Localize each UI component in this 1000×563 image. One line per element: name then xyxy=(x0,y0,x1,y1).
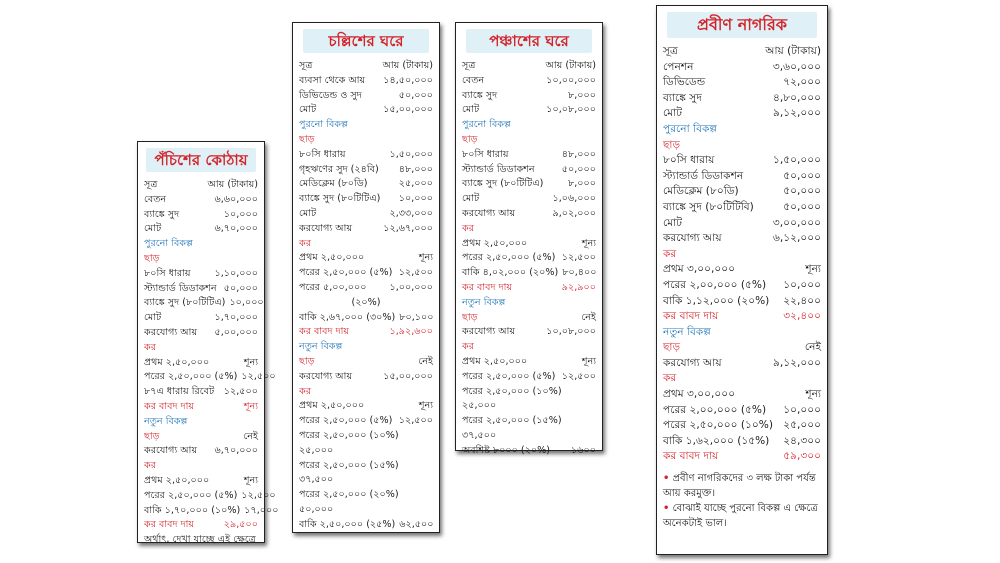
row-value: শূন্য xyxy=(243,356,258,368)
row-label: বেতন xyxy=(462,74,485,86)
tax-liability-row xyxy=(663,309,821,325)
tax-liability-row xyxy=(663,449,821,465)
table-row xyxy=(663,294,821,310)
row-value: ১২,৫০০ xyxy=(398,267,433,279)
row-value: ৯২,৯০০ xyxy=(561,281,596,293)
table-row xyxy=(462,192,596,207)
row-label: প্রথম ২,৫০,০০০ xyxy=(299,400,365,412)
text-line: ৫০,০০০ xyxy=(299,503,334,515)
row-value: শূন্য xyxy=(418,400,433,412)
row-label: ব্যবসা থেকে আয় xyxy=(299,74,366,86)
table-row xyxy=(462,266,596,281)
row-value: ২৫,০০০ xyxy=(783,419,821,432)
row-value: ৫০,০০০ xyxy=(398,89,433,101)
subsection-heading: কর xyxy=(462,222,474,234)
table-row xyxy=(144,267,258,282)
row-label: ডিভিডেন্ড xyxy=(663,76,706,89)
row-value: ১২,৫০০ xyxy=(561,370,596,382)
row-label: বাকি ২,৫০,০০০ (২৫%) xyxy=(299,518,396,530)
row-label: পরের ২,৫০,০০০ (১০%) xyxy=(663,419,773,432)
row-value: ৫৯,৩০০ xyxy=(783,450,821,463)
row-value: শূন্য xyxy=(581,237,596,249)
tax-liability-row xyxy=(299,325,433,340)
table-row xyxy=(144,282,258,297)
card-senior-citizen xyxy=(656,5,828,555)
table-row xyxy=(663,340,821,356)
card-fifties xyxy=(455,22,603,456)
row-value: নেই xyxy=(418,355,433,367)
table-row xyxy=(299,518,433,533)
table-row xyxy=(299,459,433,474)
table-row xyxy=(144,356,258,371)
row-label: সূত্র xyxy=(462,60,476,71)
table-row xyxy=(144,193,258,208)
row-label: করযোগ্য আয় xyxy=(462,326,516,338)
row-label: ব্যাঙ্কে সুদ (৮০টিটিএ) xyxy=(144,297,226,309)
text-line: ২৫,০০০ xyxy=(299,444,334,456)
text-line: (২০%) xyxy=(351,296,381,308)
row-value: ১৫,০০,০০০ xyxy=(383,104,433,116)
row-label: বেতন xyxy=(144,193,167,205)
row-label: সূত্র xyxy=(144,179,158,190)
table-row xyxy=(144,504,279,519)
tax-liability-row xyxy=(462,281,596,296)
table-row xyxy=(462,355,596,370)
table-row xyxy=(462,177,596,192)
row-value: ৩,০০,০০০ xyxy=(772,216,821,229)
row-label: পরের ২,৫০,০০০ (৫%) xyxy=(462,252,556,264)
row-value: ১০,০০,০০০ xyxy=(546,74,596,86)
row-value: ৫০,০০০ xyxy=(783,200,821,213)
table-row xyxy=(663,153,821,169)
row-label: পরের ২,৫০,০০০ (৫%) xyxy=(144,489,238,501)
row-value: ৪,৮০,০০০ xyxy=(772,91,821,104)
row-label: পরের ২,৫০,০০০ (১০%) xyxy=(462,385,562,397)
table-row xyxy=(144,178,258,193)
tax-liability-row xyxy=(144,400,258,415)
row-value: ১০,০০০ xyxy=(783,278,821,291)
table-row xyxy=(299,414,433,429)
table-row xyxy=(299,59,433,74)
row-label: ছাড় xyxy=(462,311,478,323)
row-label: পরের ২,০০,০০০ (৫%) xyxy=(663,278,767,291)
row-value: শূন্য xyxy=(805,263,821,276)
note-text: প্রবীণ নাগরিকদের ৩ লক্ষ টাকা পর্যন্ত আয় করমুক্ত। xyxy=(663,473,816,500)
row-value: শূন্য xyxy=(243,400,258,412)
row-label: ব্যাঙ্কে সুদ xyxy=(144,208,180,220)
row-value: ১,৫০,০০০ xyxy=(389,148,433,160)
section-heading: পুরনো বিকল্প xyxy=(299,119,348,131)
table-row xyxy=(299,355,433,370)
row-value: ১০,০০০ xyxy=(783,403,821,416)
text-line: ৩৭,৫০০ xyxy=(462,429,497,441)
row-label: পরের ২,৫০,০০০ (৫%) xyxy=(462,370,556,382)
row-value: ১০,০০০ xyxy=(398,193,433,205)
row-value: ২৪,৩০০ xyxy=(783,434,821,447)
row-value: ১,৯২,৬০০ xyxy=(389,326,433,338)
section-heading: পুরনো বিকল্প xyxy=(462,119,511,131)
row-label: মোট xyxy=(462,193,480,205)
table-row xyxy=(663,418,821,434)
table-row xyxy=(462,325,596,340)
row-value: আয় (টাকায়) xyxy=(382,60,433,71)
table-row xyxy=(299,488,433,503)
table-row xyxy=(144,474,258,489)
row-label: কর বাবদ দায় xyxy=(663,450,719,463)
row-label: করযোগ্য আয় xyxy=(663,356,722,369)
row-label: কর বাবদ দায় xyxy=(144,519,195,531)
table-row xyxy=(663,403,821,419)
row-value: ১২,৫০০ xyxy=(398,415,433,427)
table-row xyxy=(462,163,596,178)
card-title: পঁচিশের কোঠায় xyxy=(146,148,256,172)
row-label: মোট xyxy=(299,104,317,116)
row-label: সূত্র xyxy=(299,60,313,71)
row-label: ব্যাঙ্কে সুদ (৮০টিটিএ) xyxy=(299,193,381,205)
row-value: ৬,৭০,০০০ xyxy=(214,445,258,457)
row-label: করযোগ্য আয় xyxy=(462,207,516,219)
row-value: শূন্য xyxy=(581,355,596,367)
subsection-heading: কর xyxy=(144,341,156,353)
subsection-heading: কর xyxy=(299,385,311,397)
table-row xyxy=(299,207,433,222)
row-label: প্রথম ৩,০০,০০০ xyxy=(663,388,736,401)
table-row xyxy=(299,370,433,385)
row-value: শূন্য xyxy=(243,474,258,486)
row-value: ১৫,০০,০০০ xyxy=(383,370,433,382)
section-heading: নতুন বিকল্প xyxy=(462,296,506,308)
card-title: প্রবীণ নাগরিক xyxy=(667,12,817,38)
row-value: ৫০,০০০ xyxy=(783,185,821,198)
row-value: ৮০,১০০ xyxy=(399,311,434,323)
subsection-heading: কর xyxy=(299,237,311,249)
table-row xyxy=(299,163,433,178)
table-row xyxy=(144,208,258,223)
table-row xyxy=(663,216,821,232)
row-value: ১,০০,০০০ xyxy=(389,281,433,293)
row-value: ৫,০০,০০০ xyxy=(214,326,258,338)
row-label: ৮০সি ধারায় xyxy=(299,148,346,160)
subsection-heading: ছাড় xyxy=(462,133,478,145)
subsection-heading: ছাড় xyxy=(663,138,681,151)
note-bullet: • প্রবীণ নাগরিকদের ৩ লক্ষ টাকা পর্যন্ত আয় করমুক্ত। xyxy=(663,473,816,500)
row-label: মেডিক্লেম (৮০ডি) xyxy=(299,178,368,190)
row-value: ৬২,৫০০ xyxy=(399,518,434,530)
row-value: ১২,৫০০ xyxy=(241,371,276,383)
row-label: বাকি ৪,০২,০০০ (২০%) xyxy=(462,267,559,279)
row-label: পরের ২,৫০,০০০ (২০%) xyxy=(299,489,399,501)
table-row xyxy=(144,296,264,311)
table-row xyxy=(462,103,596,118)
row-label: প্রথম ২,৫০,০০০ xyxy=(462,237,528,249)
row-label: করযোগ্য আয় xyxy=(299,370,353,382)
table-row xyxy=(299,177,433,192)
row-value: ১,৭০,০০০ xyxy=(214,312,258,324)
subsection-heading: কর xyxy=(663,372,677,385)
row-value: ১২,৫০০ xyxy=(241,489,276,501)
row-label: ৮০সি ধারায় xyxy=(663,154,715,167)
row-label: কর বাবদ দায় xyxy=(663,310,719,323)
subsection-heading: ছাড় xyxy=(144,252,160,264)
text-line: ৩৭,৫০০ xyxy=(299,474,334,486)
card-title: পঞ্চাশের ঘরে xyxy=(466,29,592,53)
table-row xyxy=(144,385,258,400)
row-label: ছাড় xyxy=(144,430,160,442)
table-row xyxy=(299,399,433,414)
table-row xyxy=(299,266,433,281)
table-row xyxy=(299,74,433,89)
row-value: ১৭,০০০ xyxy=(244,504,279,516)
row-value: ১৬০০ xyxy=(571,444,596,456)
table-row xyxy=(144,222,258,237)
section-heading: নতুন বিকল্প xyxy=(144,415,188,427)
row-label: মোট xyxy=(299,207,317,219)
row-label: স্ট্যান্ডার্ড ডিডাকশন xyxy=(462,163,535,175)
row-label: মোট xyxy=(663,107,683,120)
row-value: ৮,০০০ xyxy=(568,89,596,101)
row-value: ৩,৬০,০০০ xyxy=(772,60,821,73)
row-label: প্রথম ২,৫০,০০০ xyxy=(144,356,210,368)
table-row xyxy=(663,356,821,372)
table-row xyxy=(663,60,821,76)
table-row xyxy=(663,75,821,91)
row-label: কর বাবদ দায় xyxy=(144,400,195,412)
table-row xyxy=(299,429,433,444)
row-value: ৫০,০০০ xyxy=(223,282,258,294)
table-row xyxy=(462,251,596,266)
row-value: ১০,০৮,০০০ xyxy=(546,104,596,116)
row-label: বাকি ১,৬২,০০০ (১৫%) xyxy=(663,434,770,447)
row-value: ২৫,০০০ xyxy=(398,178,433,190)
table-row xyxy=(299,251,433,266)
table-row xyxy=(663,169,821,185)
table-row xyxy=(462,59,596,74)
row-label: পরের ২,০০,০০০ (৫%) xyxy=(663,403,767,416)
row-value: ১০,০৮,০০০ xyxy=(546,326,596,338)
row-value: নেই xyxy=(581,311,596,323)
row-label: পেনশন xyxy=(663,60,694,73)
row-value: শূন্য xyxy=(418,252,433,264)
table-row xyxy=(462,237,596,252)
row-value: ১২,৫০০ xyxy=(223,386,258,398)
row-label: কর বাবদ দায় xyxy=(462,281,513,293)
row-value: ৭২,০০০ xyxy=(783,76,821,89)
row-value: ৫০,০০০ xyxy=(783,169,821,182)
row-label: ব্যাঙ্কে সুদ (৮০টিটিবি) xyxy=(663,200,754,213)
row-label: প্রথম ২,৫০,০০০ xyxy=(462,355,528,367)
row-label: ছাড় xyxy=(299,355,315,367)
section-heading: পুরনো বিকল্প xyxy=(144,238,193,250)
row-label: পরের ২,৫০,০০০ (১৫%) xyxy=(462,415,562,427)
row-label: বাকি ১,৭০,০০০ (১০%) xyxy=(144,504,241,516)
row-value: নেই xyxy=(243,430,258,442)
card-rows xyxy=(663,44,821,465)
row-value: ৮০,৪০০ xyxy=(562,267,597,279)
row-value: ১,০৬,০০০ xyxy=(552,193,596,205)
row-value: ২২,৪০০ xyxy=(783,294,821,307)
table-row xyxy=(299,103,433,118)
table-row xyxy=(462,74,596,89)
table-row xyxy=(663,91,821,107)
row-value: শূন্য xyxy=(805,388,821,401)
row-label: বাকি ২,৬৭,০০০ (৩০%) xyxy=(299,311,396,323)
section-heading: পুরনো বিকল্প xyxy=(663,122,717,135)
row-value: ৬,৬০,০০০ xyxy=(214,193,258,205)
table-row xyxy=(299,89,433,104)
row-value: ৩২,৪০০ xyxy=(783,310,821,323)
row-label: অবশিষ্ট ৮০০০ (২০%) xyxy=(462,444,550,456)
row-label: ৮০সি ধারায় xyxy=(144,267,191,279)
card-rows xyxy=(462,59,596,459)
row-label: ছাড় xyxy=(663,341,681,354)
row-label: মোট xyxy=(462,104,480,116)
table-row xyxy=(663,387,821,403)
subsection-heading: কর xyxy=(462,341,474,353)
row-label: পরের ২,৫০,০০০ (৫%) xyxy=(299,415,393,427)
row-value: ৪৮,০০০ xyxy=(561,148,596,160)
table-row xyxy=(462,414,596,429)
table-row xyxy=(663,262,821,278)
table-row xyxy=(663,184,821,200)
row-label: মোট xyxy=(144,312,162,324)
row-label: পরের ২,৫০,০০০ (৫%) xyxy=(299,267,393,279)
card-rows xyxy=(299,59,433,533)
row-value: ১০,০০০ xyxy=(223,208,258,220)
note-text: বোঝাই যাচ্ছে পুরনো বিকল্প এ ক্ষেত্রে অনেকটাই ভাল। xyxy=(663,503,818,530)
table-row xyxy=(462,385,596,400)
row-label: প্রথম ২,৫০,০০০ xyxy=(144,474,210,486)
table-row xyxy=(299,222,433,237)
table-row xyxy=(144,489,276,504)
table-row xyxy=(462,148,596,163)
table-row xyxy=(144,311,258,326)
subsection-heading: কর xyxy=(144,460,156,472)
row-label: ব্যাঙ্কে সুদ xyxy=(462,89,498,101)
table-row xyxy=(144,370,276,385)
row-label: প্রথম ৩,০০,০০০ xyxy=(663,263,736,276)
row-label: ডিভিডেন্ড ও সুদ xyxy=(299,89,362,101)
text-line: অর্থাৎ, দেখা যাচ্ছে এই ক্ষেত্রে xyxy=(144,534,256,546)
section-heading: নতুন বিকল্প xyxy=(663,325,711,338)
table-row xyxy=(462,207,596,222)
row-label: পরের ৫,০০,০০০ xyxy=(299,281,367,293)
row-value: আয় (টাকায়) xyxy=(765,45,821,57)
table-row xyxy=(299,192,433,207)
row-label: ব্যাঙ্কে সুদ xyxy=(663,91,702,104)
row-value: ১২,৫০০ xyxy=(561,252,596,264)
row-label: পরের ২,৫০,০০০ (১০%) xyxy=(299,429,399,441)
row-label: ৮৭এ ধারায় রিবেট xyxy=(144,386,215,398)
row-label: করযোগ্য আয় xyxy=(663,232,722,245)
row-value: ৪৮,০০০ xyxy=(398,163,433,175)
table-row xyxy=(462,444,596,459)
table-row xyxy=(663,200,821,216)
card-rows xyxy=(144,178,279,548)
row-label: বাকি ১,১২,০০০ (২০%) xyxy=(663,294,770,307)
row-value: ৫০,০০০ xyxy=(561,163,596,175)
row-label: মোট xyxy=(663,216,683,229)
row-value: ৬,৭০,০০০ xyxy=(214,223,258,235)
row-label: মেডিক্লেম (৮০ডি) xyxy=(663,185,739,198)
row-value: ৬,১২,০০০ xyxy=(772,232,821,245)
card-twenties xyxy=(137,141,279,546)
table-row xyxy=(462,89,596,104)
table-row xyxy=(663,44,821,60)
row-value: ২৯,৫০০ xyxy=(223,519,258,531)
row-value: ৮,০০০ xyxy=(568,178,596,190)
row-value: আয় (টাকায়) xyxy=(207,179,258,190)
table-row xyxy=(462,370,596,385)
row-label: প্রথম ২,৫০,০০০ xyxy=(299,252,365,264)
table-row xyxy=(299,148,433,163)
row-label: গৃহঋণের সুদ (২৪বি) xyxy=(299,163,379,175)
row-label: স্ট্যান্ডার্ড ডিডাকশন xyxy=(144,282,217,294)
card-forties xyxy=(292,22,440,533)
row-value: ১৪,৫০,০০০ xyxy=(383,74,433,86)
row-label: কর বাবদ দায় xyxy=(299,326,350,338)
subsection-heading: ছাড় xyxy=(299,133,315,145)
row-label: করযোগ্য আয় xyxy=(299,222,353,234)
table-row xyxy=(663,434,821,450)
card-title: চল্লিশের ঘরে xyxy=(303,29,429,53)
row-value: ২,৩৩,০০০ xyxy=(389,207,433,219)
row-label: পরের ২,৫০,০০০ (১৫%) xyxy=(299,459,399,471)
row-value: ১,৫০,০০০ xyxy=(772,154,821,167)
table-row xyxy=(144,326,258,341)
table-row xyxy=(144,430,258,445)
row-value: ৯,১২,০০০ xyxy=(772,107,821,120)
row-label: স্ট্যান্ডার্ড ডিডাকশন xyxy=(663,169,744,182)
note-bullet: • বোঝাই যাচ্ছে পুরনো বিকল্প এ ক্ষেত্রে অনেকটাই ভাল। xyxy=(663,503,818,530)
table-row xyxy=(299,311,433,326)
row-label: পরের ২,৫০,০০০ (৫%) xyxy=(144,371,238,383)
row-value: ৯,০২,০০০ xyxy=(552,207,596,219)
table-row xyxy=(462,311,596,326)
table-row xyxy=(663,278,821,294)
row-label: করযোগ্য আয় xyxy=(144,326,198,338)
row-value: নেই xyxy=(804,341,821,354)
row-value: আয় (টাকায়) xyxy=(545,60,596,71)
tax-liability-row xyxy=(144,518,258,533)
row-value: ১,১০,০০০ xyxy=(214,267,258,279)
row-label: সূত্র xyxy=(663,45,678,57)
row-value: ৯,১২,০০০ xyxy=(772,356,821,369)
table-row xyxy=(299,281,433,296)
table-row xyxy=(663,231,821,247)
row-label: ৮০সি ধারায় xyxy=(462,148,509,160)
text-line: ২৫,০০০ xyxy=(462,400,497,412)
row-value: ১০,০০০ xyxy=(229,297,264,309)
row-label: ব্যাঙ্কে সুদ (৮০টিটিএ) xyxy=(462,178,544,190)
table-row xyxy=(663,106,821,122)
section-heading: নতুন বিকল্প xyxy=(299,341,343,353)
row-label: মোট xyxy=(144,223,162,235)
row-label: করযোগ্য আয় xyxy=(144,445,198,457)
subsection-heading: কর xyxy=(663,247,677,260)
table-row xyxy=(144,444,258,459)
row-value: ১২,৬৭,০০০ xyxy=(383,222,433,234)
